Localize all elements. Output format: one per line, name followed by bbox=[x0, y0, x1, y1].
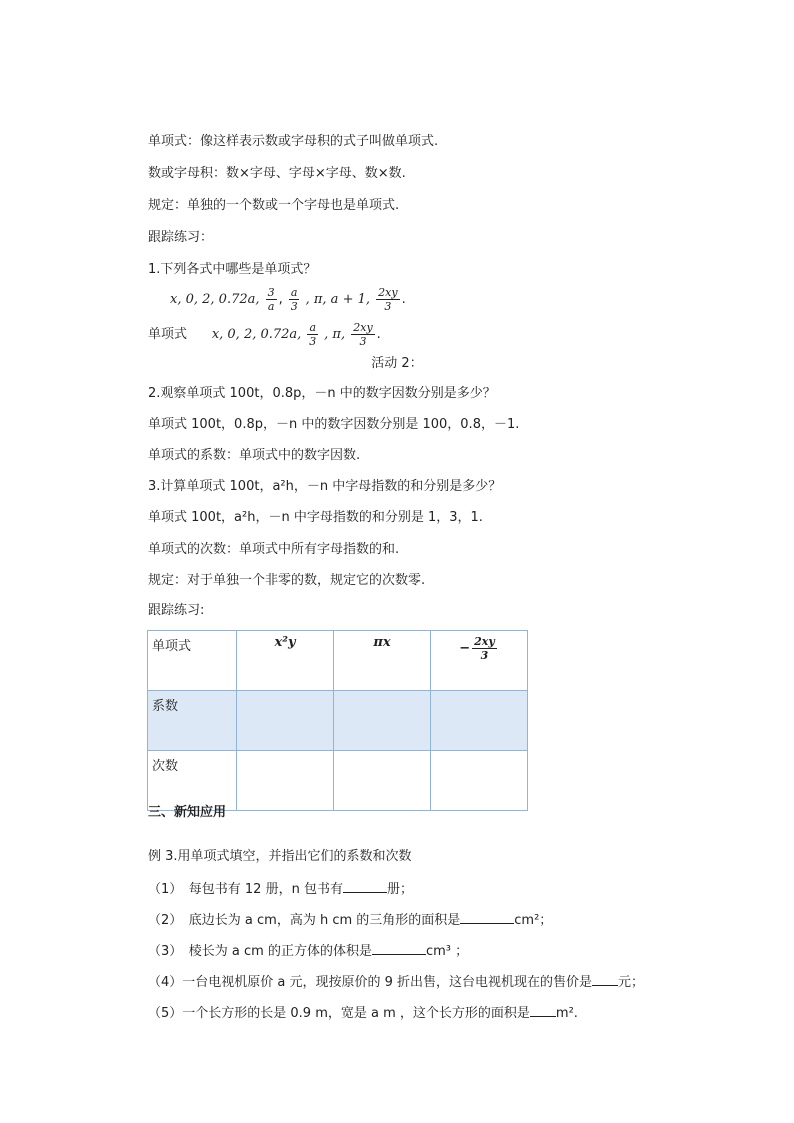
item-2: （2） 底边长为 a cm，高为 h cm 的三角形的面积是 cm²； bbox=[148, 913, 553, 928]
blank-1[interactable] bbox=[343, 880, 387, 893]
header-monomial: 单项式 bbox=[148, 631, 237, 691]
section-3-heading: 三、新知应用 bbox=[148, 805, 227, 820]
answer-label: 单项式 bbox=[148, 327, 188, 342]
coefficient-cell-2[interactable] bbox=[334, 691, 431, 751]
degree-cell-2[interactable] bbox=[334, 751, 431, 811]
blank-3[interactable] bbox=[372, 942, 426, 955]
item-5: （5）一个长方形的长是 0.9 m，宽是 a m ，这个长方形的面积是 m². bbox=[148, 1006, 578, 1021]
header-pix: πx bbox=[334, 631, 431, 691]
definition-product: 数或字母积：数×字母、字母×字母、数×数. bbox=[148, 166, 406, 181]
answer-3: 单项式 100t，a²h，－n 中字母指数的和分别是 1，3，1. bbox=[148, 510, 483, 525]
expr-mid: , π, a + 1, bbox=[305, 292, 370, 307]
expr-prefix: x, 0, 2, 0.72a, bbox=[170, 292, 260, 307]
row-coefficient-label: 系数 bbox=[148, 691, 237, 751]
table-row bbox=[148, 691, 528, 751]
coefficient-cell-1[interactable] bbox=[237, 691, 334, 751]
definition-coefficient: 单项式的系数：单项式中的数字因数. bbox=[148, 448, 361, 463]
definition-monomial: 单项式：像这样表示数或字母积的式子叫做单项式. bbox=[148, 134, 439, 149]
item-3: （3） 棱长为 a cm 的正方体的体积是 cm³ ； bbox=[148, 944, 469, 959]
table-row bbox=[148, 751, 528, 811]
frac-2xy-over-3: $\frac{2xy}{3}$ bbox=[378, 286, 398, 313]
blank-5[interactable] bbox=[530, 1004, 556, 1017]
example-3: 例 3.用单项式填空，并指出它们的系数和次数 bbox=[148, 849, 412, 864]
answer-mid: , π, bbox=[324, 327, 346, 342]
practice-label: 跟踪练习： bbox=[148, 230, 214, 245]
degree-cell-1[interactable] bbox=[237, 751, 334, 811]
row-degree-label: 次数 bbox=[148, 751, 237, 811]
table-header-row bbox=[148, 631, 528, 691]
header-neg-2xy-over-3: − $\frac{2xy}{3}$ bbox=[431, 631, 528, 691]
activity-2-heading: 活动 2： bbox=[371, 356, 423, 371]
rule-nonzero: 规定：对于单独一个非零的数，规定它的次数零. bbox=[148, 573, 426, 588]
practice-label-2: 跟踪练习: bbox=[148, 603, 205, 618]
answer-prefix: x, 0, 2, 0.72a, bbox=[211, 327, 302, 342]
item-1: （1） 每包书有 12 册，n 包书有 册； bbox=[148, 882, 413, 897]
frac-3-over-a: $\frac{3}{a}$ bbox=[267, 286, 275, 313]
degree-cell-3[interactable] bbox=[431, 751, 528, 811]
answer-1: 单项式 x, 0, 2, 0.72a, $\frac{a}{3}$ , π, $\frac{2xy}{3}$ . bbox=[148, 321, 381, 348]
expression-list: x, 0, 2, 0.72a, $\frac{3}{a}$ , $\frac{a}{3}$ , π, a + 1, $\frac{2xy}{3}$ . bbox=[170, 286, 406, 313]
blank-4[interactable] bbox=[592, 973, 618, 986]
question-1: 1.下列各式中哪些是单项式？ bbox=[148, 262, 317, 277]
frac-a-over-3: $\frac{a}{3}$ bbox=[290, 286, 298, 313]
item-4: （4）一台电视机原价 a 元，现按原价的 9 折出售，这台电视机现在的售价是 元； bbox=[148, 975, 645, 990]
frac-a-over-3-answer: $\frac{a}{3}$ bbox=[309, 321, 317, 348]
coefficient-cell-3[interactable] bbox=[431, 691, 528, 751]
rule-single: 规定：单独的一个数或一个字母也是单项式. bbox=[148, 198, 400, 213]
header-x2y: x²y bbox=[237, 631, 334, 691]
practice-table bbox=[147, 630, 528, 811]
definition-degree: 单项式的次数：单项式中所有字母指数的和. bbox=[148, 542, 400, 557]
blank-2[interactable] bbox=[460, 911, 514, 924]
question-2: 2.观察单项式 100t，0.8p，－n 中的数字因数分别是多少？ bbox=[148, 386, 496, 401]
question-3: 3.计算单项式 100t，a²h，－n 中字母指数的和分别是多少？ bbox=[148, 479, 502, 494]
frac-2xy-over-3-answer: $\frac{2xy}{3}$ bbox=[353, 321, 373, 348]
answer-2: 单项式 100t，0.8p，－n 中的数字因数分别是 100，0.8，－1. bbox=[148, 417, 520, 432]
